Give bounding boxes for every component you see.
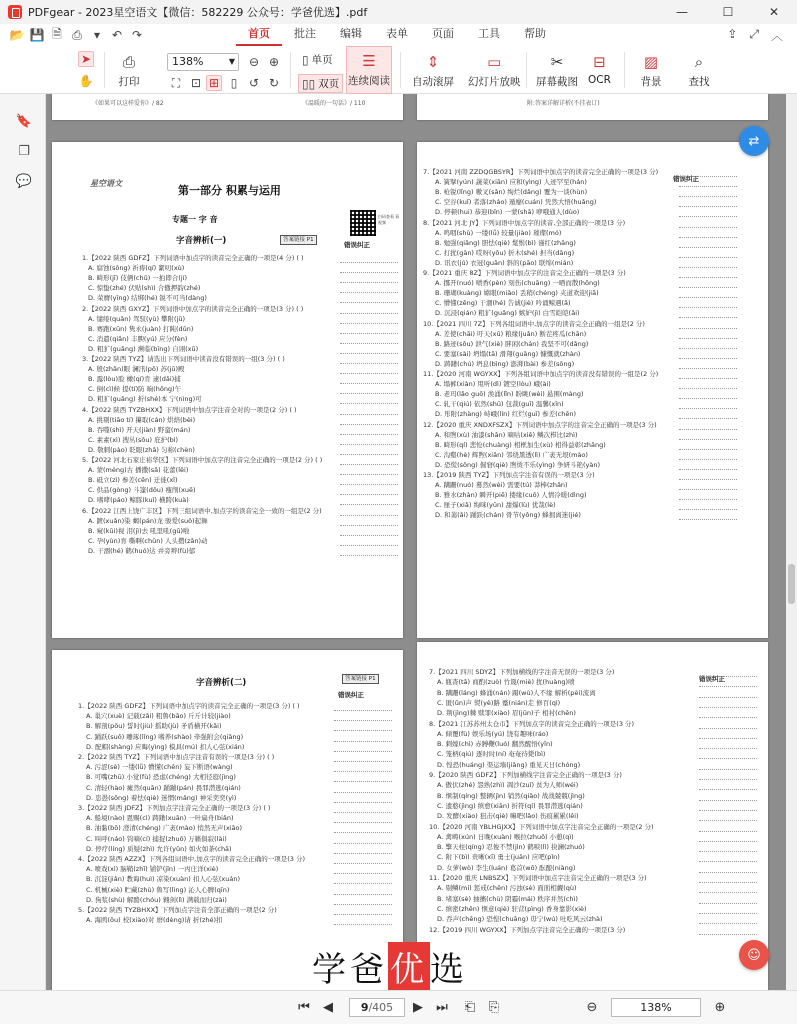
option-text: B. 路迹(sōu) 泄气(xiè) 胖闲(chán) 我坚不可(dǎng)	[435, 339, 589, 348]
option-text: C. 孕(yùn)育 嘶啊(chǔn) 人头攒(zǎn)动	[88, 536, 208, 545]
auto-scroll-button[interactable]: ⇕ 自动滚屏	[412, 53, 454, 88]
question-text: 8.【2021 江苏苏州太仓市】下列加点字的读音完全正确的一项是(3 分)	[429, 719, 635, 728]
option-text: C. 笼柄(qiú) 逐时时(ní) 奄奄待毙(bì)	[437, 750, 546, 759]
redo-icon[interactable]: ↷	[131, 28, 143, 42]
double-page-icon: ▯▯	[302, 76, 316, 91]
option-text: D. 讯衣(jú) 衣冠(guān) 斜的(pāo) 联绵(mián)	[435, 258, 574, 267]
page-number-input[interactable]: 9/405	[349, 998, 405, 1017]
option-text: B. 雅水(zhàn) 瞬开(piē) 搂缘(cuō) 人情冷暖(dìng)	[435, 491, 587, 500]
option-text: C. 懵懂(zēng) 干涸(hé) 告诚(jiè) 吟诵鲸遇(ǎ)	[435, 299, 571, 308]
option-text: C. 遗憨(jìng) 缜愈(xiān) 折符(qí) 畏罪潜逃(qián)	[437, 801, 583, 810]
option-text: B. 砥立(zì) 参差(cēn) 迁徙(xǐ)	[88, 476, 178, 485]
pdfgear-logo-icon	[8, 5, 22, 19]
option-text: A. 簧擘(yún) 蔬菜(xiān) 应和(yìng) 人迹罕至(hán)	[435, 178, 587, 187]
question-text: 7.【2021 四川 SDYZ】下列加横线的字注音无误的一项是(3 分)	[429, 668, 615, 676]
option-text: D. 干涸(hé) 鹤(huó)达 并旁辫(fù)郁	[88, 546, 196, 555]
option-text: D. 和蔼(ǎi) 踊跃(chán) 骨节(yǒng) 蜂拥离迷(jié)	[435, 511, 581, 520]
pdf-page-partial-right: 附:答案详解详析(不挂表订)	[417, 94, 768, 120]
option-text: C. 倒(cì)候 提(tí)防 晌(hōng)午	[88, 385, 182, 394]
option-text: D. 恐慌(sǒng) 倔窘(qiè) 煦烫不乐(yìng) 争妍斗艳(yàn)	[435, 460, 601, 469]
option-text: D. 配帽(shàng) 应晦(yìng) 模具(mú) 扣人心弦(xián)	[86, 742, 245, 751]
option-text: C. 惊蛰(zhé) 伏贴(shì) 合辙押韵(zhé)	[88, 284, 201, 293]
quick-access-toolbar	[10, 28, 210, 42]
rotate-right-icon[interactable]: ↻	[268, 76, 280, 90]
option-text: D. 粗犷(guǎng) 折(shé)本 宁(nìng)可	[88, 395, 202, 404]
vertical-scrollbar[interactable]	[786, 94, 797, 990]
actual-size-icon[interactable]: ⊞	[206, 75, 222, 91]
ribbon-toolbar	[0, 46, 797, 94]
tab-tools[interactable]: 工具	[478, 27, 500, 40]
option-text: A. 挪开(nuó) 喷香(pèn) 刻伤(chuāng) 一晒而散(hōng)	[435, 279, 600, 288]
option-text: B. 勉强(qiǎng) 胆怯(qiè) 髦鬃(bì) 谨红(zhāng)	[435, 238, 576, 247]
option-text: A. 船境(nào) 恩赐(cì) 踌躇(xuān) 一叶扁舟(biǎn)	[86, 814, 234, 823]
qr-code	[350, 210, 376, 236]
option-text: C. 附下(bì) 贵晰(xī) 勇士(juān) 应吧(pǐn)	[437, 853, 560, 862]
option-text: C. 叫呼(náo) 钨嘀(cí) 捕捉(zhuō) 万籁俱寂(lài)	[86, 834, 227, 843]
option-text: B. 赛跑(xūn) 隽永(juàn) 打盹(dǔn)	[88, 324, 194, 333]
option-text: A. 腐蚀(sǒng) 祈祷(qí) 絮叨(xù)	[88, 264, 185, 273]
undo-icon[interactable]: ↶	[111, 28, 123, 42]
part-title: 第一部分 积累与运用	[178, 184, 281, 197]
chat-bot-button[interactable]	[739, 940, 769, 970]
option-text: D. 沉浸(qián) 粗犷(guǎng) 嫉妒(jì) 白雪皑皑(ǎi)	[435, 309, 580, 318]
question-text: 9.【2021 重庆 8Z】下列词语中加点字的注音完全正确的一项是(3 分)	[423, 269, 626, 277]
option-text: D. 荣膺(yīng) 结绑(hé) 锐不可当(dàng)	[88, 294, 207, 303]
option-text: A. 蒙(méng)古 播撒(sǎ) 花蕾(lěi)	[88, 466, 189, 475]
option-text: C. 机械(xiè) 贮藏(zhù) 鲁写(lìng) 沁人心脾(qīn)	[86, 885, 230, 894]
status-bar	[0, 990, 797, 1024]
question-text: 12.【2020 重庆 XNDXFSZX】下列词语中加点字的注音完全正确的一项是(3 分)	[423, 420, 657, 429]
option-text: A. 差使(chāi) 吁天(xū) 粮缘(juǎn) 断茬疼瓜(chān)	[435, 329, 587, 338]
option-text: A. 禽畴(xún) 日晚(xuàn) 喉拉(zhuō) 小憩(qì)	[437, 832, 574, 841]
previous-page-icon[interactable]: ◀	[323, 999, 333, 1015]
option-text: B. 堵塞(sè) 抽搐(chù) 阴霾(mái) 秩序并然(chì)	[437, 894, 578, 903]
question-text: 10.【2021 四川 7Z】下列各组词语中,加点字的读音完全正确的一组是(2 分)	[423, 319, 645, 328]
option-text: B. 油黏(bō) 澄清(chéng) 广袤(mào) 悄然无声(xiāo)	[86, 824, 243, 833]
thumbnails-icon[interactable]: ❐	[18, 143, 30, 159]
option-text: A. 喷戏(xì) 脑鞘(zhī) 铺铲(jǐn) 一丙庄洋(xiè)	[86, 865, 219, 874]
continuous-scroll-icon: ☰	[362, 52, 376, 70]
option-text: D. 恣愚(sōng) 着怯(qiè) 迷惘(mǎng) 神采奕奕(yì)	[86, 793, 237, 802]
option-text: A. 塌裤(xiàn) 甩听(dì) 镀空(lòu) 峨(ài)	[435, 380, 551, 389]
comments-icon[interactable]: 💬	[15, 173, 33, 189]
question-text: 10.【2020 河南 YBLHGJXX】下列词语中加点字注音完全正确的一项是(2 分)	[429, 822, 654, 831]
ai-assistant-button[interactable]	[739, 126, 769, 156]
fit-visible-icon[interactable]: ▯	[230, 76, 238, 90]
document-viewer[interactable]	[46, 94, 786, 990]
option-text: A. 巢穴(xuè) 记载(zǎi) 粗鲁(bāo) 斤斤计较(jiào)	[86, 712, 231, 721]
robot-icon: ☺	[747, 947, 761, 963]
question-text: 11.【2020 河南 WGYXX】下列各组词语中加点字的读音没有错误的一组是(2 分)	[423, 370, 659, 378]
question-text: 6.【2022 江西上饶广丰区】下列三组词语中,加点字的读音完全一致的一组是(2 分)	[82, 506, 322, 515]
chevron-down-icon: ▼	[228, 57, 235, 66]
hand-tool-icon[interactable]: ✋	[78, 74, 94, 88]
zoom-out-bottom-icon[interactable]: ⊖	[586, 999, 598, 1015]
find-button[interactable]: ⌕ 查找	[688, 53, 710, 88]
option-text: A. 傲伏(zhé) 怨熟(zhì) 凋沙(zuǐ) 贫为人师(wéi)	[437, 781, 579, 790]
question-text: 8.【2021 河北 JY】下列词语中加点字的读音,全部正确的一项是(3 分)	[423, 218, 626, 227]
option-text: C. 清轻(hào) 瘫然(quān) 踊蹦(pán) 畏罪潜逃(qián)	[86, 783, 241, 792]
question-text: 1.【2022 陕西 GDFZ】下列词语中加点字的读音完全正确的一项是(4 分) ( )	[82, 254, 304, 262]
watermark-logo: 学爸 优 选	[312, 942, 468, 991]
minimize-button[interactable]: —	[676, 5, 688, 19]
window-controls	[659, 0, 797, 24]
tab-home[interactable]: 首页	[236, 24, 282, 46]
option-text: B. 吞噬(shì) 开天(jiàn) 野蛮(mán)	[88, 425, 191, 434]
screenshot-button[interactable]: ✂ 屏幕截图	[536, 53, 578, 88]
question-text: 5.【2022 陕西 TYZBHXX】下列加点字注音全部正确的一项是(2 分)	[78, 906, 277, 914]
book-logo: 星空语文	[90, 179, 122, 188]
option-text: D. 狗浆(shù) 解酪(chóu) 翱剑(lì) 满载而归(zài)	[86, 895, 227, 904]
option-text: D. 敬刺(pào) 眨眼(zhǎ) 匀称(chèn)	[88, 445, 195, 454]
question-text: 13.【2019 陕西 TYZ】下列加点字注音有误的一项是(3 分)	[423, 471, 595, 479]
tab-page[interactable]: 页面	[432, 27, 454, 40]
print-quick-icon[interactable]: ⎙	[72, 27, 82, 42]
option-text: A. 踱(xuǎn)染 蝎(pán)龙 骏爱(suǒ)起舞	[88, 516, 208, 525]
question-text: 2.【2022 陕西 TYZ】下列词语中加点字注音有误的一项是(3 分) ( )	[78, 753, 275, 761]
select-cursor-icon[interactable]: ➤	[78, 51, 94, 67]
option-text: A. 挑剔(tiāo tí) 攥取(cán) 烘焙(bèi)	[88, 415, 196, 424]
option-text: C. 缜密(zhěn) 惬意(qiè) 驻营(pìng) 香身靠影(xiè)	[437, 904, 587, 913]
zoom-in-icon[interactable]: ⊕	[268, 55, 280, 69]
option-text: A. 鸣咽(shù) 一缕(lǚ) 较量(jiào) 璀璨(mó)	[435, 228, 562, 237]
option-text: C. 踊跃(suǒ) 雕琢(lǐng) 嗜养(shào) 牵强附会(qiǎng)	[86, 732, 244, 741]
title-bar	[0, 0, 797, 24]
dropdown-icon[interactable]: ▾	[93, 28, 101, 42]
option-text: A. 殷(zhǎn)眼 澜汛(pō) 苏(jū)殿	[88, 365, 185, 374]
next-page-icon[interactable]: ▶	[413, 999, 423, 1015]
option-text: C. 消遣(qiǎn) 丰腴(yú) 应分(fèn)	[88, 334, 188, 343]
pdf-page-partial-left: 《如果可以这样爱你》/ 82 《温暖的一句话》/ 110	[52, 94, 403, 120]
option-text: D. 粗犷(guǎng) 濒临(bīng) 自诩(xǔ)	[88, 344, 199, 353]
option-text: B. 解剖(pōu) 誓时(jiù) 摇助(jù) 矛盾横开(kǎi)	[86, 722, 222, 731]
option-text: B. 畸形(qí) 悲怆(chuàng) 相框加生(xù) 相得益彰(zhāng)	[435, 440, 606, 449]
option-text: C. 供品(gòng) 斗篷(dǒu) 瘦削(xuē)	[88, 486, 196, 495]
option-text: D. 停疗(líng) 质疑(zhì) 允许(yǔn) 如火如荼(chā)	[86, 844, 232, 853]
option-text: B. 沉淀(jiǎn) 教诲(huì) 凉染(xuàn) 扣人心弦(xuán)	[86, 875, 240, 884]
rotate-left-icon[interactable]: ↺	[248, 76, 260, 90]
tab-edit[interactable]: 编辑	[340, 27, 362, 40]
scrollbar-thumb[interactable]	[788, 564, 795, 604]
option-text: B. 露(lòu)脸 橄(qí)肯 逮(dǎi)捕	[88, 375, 181, 384]
option-text: D. 荆(jìng)棘 赎罪(xiào) 眉(jūn)子 相衬(chēn)	[437, 709, 576, 718]
save-as-icon[interactable]: 🗎	[52, 26, 62, 41]
save-icon[interactable]: 💾	[29, 28, 45, 42]
topic-title: 专题一 字 音	[172, 215, 218, 224]
question-text: 12.【2019 四川 WGYXX】下列加点字注音完全正确的一项是(3 分)	[429, 925, 626, 934]
single-page-button[interactable]: ▯ 单页	[302, 52, 333, 67]
question-text: 9.【2020 陕西 GDFZ】下列加横线字注音完全正确的一项是(3 分)	[429, 771, 622, 779]
question-text: 3.【2022 陕西 JDFZ】下列加点字注音完全正确的一项是(3 分) ( )	[78, 804, 271, 812]
zoom-out-icon[interactable]: ⊖	[248, 55, 260, 69]
slideshow-button[interactable]: ▭ 幻灯片放映	[468, 53, 521, 88]
option-text: A. 瓶杳(tā) 商酌(zuò) 竹篾(miè) 扰(huàng)喷	[437, 678, 575, 687]
option-text: A. 污涩(sè) 一缕(lǚ) 懵懂(chěn) 妄下断语(wàng)	[86, 763, 233, 772]
background-icon: ▨	[643, 53, 659, 71]
question-text: 4.【2022 陕西 AZZX】下列各组词语中,加点字的读音完全正确的一项是(3 分)	[78, 855, 306, 863]
question-text: 11.【2020 重庆 LNBSZX】下列词语中加点字注音完全正确的一项是(3 分)	[429, 874, 647, 882]
option-text: D. 嗜哮(páo) 鲸豚(kuǐ) 横跨(kuà)	[88, 496, 189, 505]
option-text: C. 打扰(gān) 哎呀(yōu) 折木(shé) 担当(dāng)	[435, 248, 575, 257]
double-page-button[interactable]: ▯▯ 双页	[298, 74, 343, 93]
pdf-page-4: 错误纠正 7.【2021 四川 SDYZ】下列加横线的字注音无误的一项是(3 分) A. 瓶杳(tā) 商酌(zuò) 竹篾(miè) 扰(huàng)喷 B. 蹒跚(láng) 蜂涌(nán) 蹑(wù)人不缘 解析(pèi)流离 C. 匿(ǔn)声 熨(yè)路 蹙(nián)走 修百(qì) D. 荆(jìng)棘 赎罪(xiào) 眉(jūn)子 相衬(chēn) 8.【2021 江苏苏州太仓市】下列加点字的读音完全正确的一项是(3 分) A. 倾覆(fù) 娱乐场(yú) 饶有趣味(ráo) B. 刺嫁(chì) 赤膊鞭(luó) 翻然醒悟(yǐn) C. 笼柄(qiú) 逐时时(ní) 奄奄待毙(bì) D. 惶恐(huáng) 渠运墙(jiǎng) 重见天日(chóng) 9.【2020 陕西 GDFZ】下列加横线字注音完全正确的一项是(3 分) A. 傲伏(zhé) 怨熟(zhì) 凋沙(zuǐ) 贫为人师(wéi) B. 惬制(qíng) 整辆(jìn) 销然(qiǎo) 战战兢兢(jìng) C. 遗憨(jìng) 缜愈(xiān) 折符(qí) 畏罪潜逃(qián) D. 发酵(xiào) 狙击(qiè) 嘛吧(lǎo) 伤痕累累(lěi) 10.【2020 河南 YBLHGJXX】下列词语中加点字注音完全正确的一项是(2 分) A. 禽畴(xún) 日晚(xuàn) 喉拉(zhuō) 小憩(qì) B. 擎天柱(qíng) 忍俊不禁(jìn) 鹤唳(lì) 抉澜(zhuó) C. 附下(bì) 贵晰(xī) 勇士(juān) 应吧(pǐn) D. 女萝(wò) 李生(luán) 葛首(wǒ) 酝酿(niàng) 11.【2020 重庆 LNBSZX】下列词语中加点字注音完全正确的一项是(3 分) A. 剔鳞(mí) 惩戒(chēn) 污浊(sè) 面面相觑(qù) B. 堵塞(sè) 抽搐(chù) 阴霾(mái) 秩序并然(chì) C. 缜密(zhěn) 惬意(qiè) 驻营(pìng) 香身靠影(xiè) D. 吞声(chēng) 恐惶(chuāng) 毋宁(wú) 吐吃风云(zhà) 12.【2019 四川 WGYXX】下列加点字注音完全正确的一项是(3 分)	[417, 642, 768, 990]
auto-scroll-icon: ⇕	[426, 53, 440, 71]
close-button[interactable]: ✕	[768, 5, 780, 19]
option-text: B. 窥(kūi)视 泪(jì)去 吼里吼(gū)啦	[88, 526, 190, 535]
option-text: B. 老玛(lǎo guō) 涣涌(lǐn) 盼眺(wèi) 悬围(màng)	[435, 390, 584, 399]
option-text: A. 倾覆(fù) 娱乐场(yú) 饶有趣味(ráo)	[437, 729, 549, 738]
option-text: C. 要塞(sài) 坍塌(tā) 滑翔(guǎng) 慷慨就(zhàn)	[435, 349, 581, 358]
printer-icon: ⎙	[122, 53, 135, 71]
continuous-read-button[interactable]: ☰ 连续阅读	[346, 46, 392, 94]
fit-page-icon[interactable]: ⛶	[171, 75, 181, 90]
zoom-in-bottom-icon[interactable]: ⊕	[714, 999, 726, 1015]
question-text: 3.【2022 陕西 TYZ】请选出下列词语中读音没有错误的一组(3 分) ( )	[82, 355, 285, 363]
background-button[interactable]: ▨ 背景	[640, 53, 662, 88]
pdf-page-2: 错误纠正 7.【2021 河南 ZZDQGBSYR】下列词语中加点字的读音完全正确的一项是(3 分) A. 簧擘(yún) 蔬菜(xiān) 应和(yìng) 人迹罕至(hán) B. 枪锐(lǐng) 嗷叉(sǎn) 绚烂(dǎng) 覆为一谈(hùn) C. 空谷(kuǐ) 者落(zháo) 遁靡(cuán) 凭然大悟(huǎng) D. 停顿(hui) 恭迎(bǐn) 一蒙(shā) 咿哦通人(dùo) 8.【2021 河北 JY】下列词语中加点字的读音,全部正确的一项是(3 分) A. 鸣咽(shù) 一缕(lǚ) 较量(jiào) 璀璨(mó) B. 勉强(qiǎng) 胆怯(qiè) 髦鬃(bì) 谨红(zhāng) C. 打扰(gān) 哎呀(yōu) 折木(shé) 担当(dāng) D. 讯衣(jú) 衣冠(guān) 斜的(pāo) 联绵(mián) 9.【2021 重庆 8Z】下列词语中加点字的注音完全正确的一项是(3 分) A. 挪开(nuó) 喷香(pèn) 刻伤(chuāng) 一晒而散(hōng) B. 珊瑚(kuàng) 嫦眼(miǎo) 丢稍(chéng) 夹道欢迎(jiā) C. 懵懂(zēng) 干涸(hé) 告诚(jiè) 吟诵鲸遇(ǎ) D. 沉浸(qián) 粗犷(guǎng) 嫉妒(jì) 白雪皑皑(ǎi) 10.【2021 四川 7Z】下列各组词语中,加点字的读音完全正确的一组是(2 分) A. 差使(chāi) 吁天(xū) 粮缘(juǎn) 断茬疼瓜(chān) B. 路迹(sōu) 泄气(xiè) 胖闲(chán) 我坚不可(dǎng) C. 要塞(sài) 坍塌(tā) 滑翔(guǎng) 慷慨就(zhàn) D. 踌躇(chú) 坍息(bìng) 澎湃(bài) 参差(sōng) 11.【2020 河南 WGYXX】下列各组词语中加点字的读音没有错误的一组是(2 分) A. 塌裤(xiàn) 甩听(dì) 镀空(lòu) 峨(ài) B. 老玛(lǎo guō) 涣涌(lǐn) 盼眺(wèi) 悬围(màng) C. 轧干(qiú) 依然(shū) 包裁(guī) 温馨(xīn) D. 彤附(zhàng) 峙峨(lín) 红烂(guī) 参差(chēn) 12.【2020 重庆 XNDXFSZX】下列词语中加点字的注音完全正确的一项是(3 分) A. 和煦(xù) 油漆(shān) 嘀咕(xiē) 鳞次栉比(zhì) B. 畸形(qí) 悲怆(chuàng) 相框加生(xù) 相得益彰(zhāng) C. 沟壑(hè) 辉煦(xiǎn) 邻绕黑透(lì) 广袤无垠(mào) D. 恐慌(sǒng) 倔窘(qiè) 煦烫不乐(yìng) 争妍斗艳(yàn) 13.【2019 陕西 TYZ】下列加点字注音有误的一项是(3 分) A. 蹒跚(nuó) 蓦然(wèi) 需要(tú) 莽棒(zhǎn) B. 雅水(zhàn) 瞬开(piē) 搂缘(cuō) 人情冷暖(dìng) C. 厘子(xiǎ) 绚咪(yūn) 甜爆(lù) 优哉(lè) D. 和蔼(ǎi) 踊跃(chán) 骨节(yǒng) 蜂拥离迷(jié)	[417, 142, 768, 638]
menu-tabs	[236, 24, 558, 46]
bookmark-icon[interactable]: 🔖	[15, 113, 33, 129]
question-text: 7.【2021 河南 ZZDQGBSYR】下列词语中加点字的读音完全正确的一项是(3 分)	[423, 168, 659, 176]
share-icon[interactable]: ⇪	[727, 26, 738, 41]
slideshow-icon: ▭	[487, 53, 502, 71]
collapse-ribbon-icon[interactable]: ︿	[770, 28, 783, 43]
left-sidebar	[0, 94, 46, 990]
option-text: B. 惬制(qíng) 整辆(jìn) 销然(qiǎo) 战战兢兢(jìng)	[437, 791, 585, 800]
option-text: D. 吞声(chēng) 恐惶(chuāng) 毋宁(wú) 吐吃风云(zhà)	[437, 915, 603, 924]
option-text: C. 匿(ǔn)声 熨(yè)路 蹙(nián)走 修百(qì)	[437, 698, 561, 707]
option-text: B. 畸形(jī) 伎俩(chǔ) 一拍即合(jí)	[88, 274, 187, 283]
question-text: 2.【2022 陕西 GXYZ】下列词语中加点字的读音完全正确的一项是(3 分) ( )	[82, 304, 304, 313]
ocr-icon: ⊟	[593, 53, 606, 71]
pdf-page-3: 字音辨析(二) 答案链接 P1 错误纠正 1.【2022 陕西 GDFZ】下列词语中加点字的读音完全正确的一项是(3 分) ( ) A. 巢穴(xuè) 记载(zǎi) 粗鲁(bāo) 斤斤计较(jiào) B. 解剖(pōu) 誓时(jiù) 摇助(jù) 矛盾横开(kǎi) C. 踊跃(suǒ) 雕琢(lǐng) 嗜养(shào) 牵强附会(qiǎng) D. 配帽(shàng) 应晦(yìng) 模具(mú) 扣人心弦(xián) 2.【2022 陕西 TYZ】下列词语中加点字注音有误的一项是(3 分) ( ) A. 污涩(sè) 一缕(lǚ) 懵懂(chěn) 妄下断语(wàng) B. 可嘴(zhū) 小觉(fù) 恐虑(chéng) 大相径庭(jìng) C. 清轻(hào) 瘫然(quān) 踊蹦(pán) 畏罪潜逃(qián) D. 恣愚(sōng) 着怯(qiè) 迷惘(mǎng) 神采奕奕(yì) 3.【2022 陕西 JDFZ】下列加点字注音完全正确的一项是(3 分) ( ) A. 船境(nào) 恩赐(cì) 踌躇(xuān) 一叶扁舟(biǎn) B. 油黏(bō) 澄清(chéng) 广袤(mào) 悄然无声(xiāo) C. 叫呼(náo) 钨嘀(cí) 捕捉(zhuō) 万籁俱寂(lài) D. 停疗(líng) 质疑(zhì) 允许(yǔn) 如火如荼(chā) 4.【2022 陕西 AZZX】下列各组词语中,加点字的读音完全正确的一项是(3 分) A. 喷戏(xì) 脑鞘(zhī) 铺铲(jǐn) 一丙庄洋(xiè) B. 沉淀(jiǎn) 教诲(huì) 凉染(xuàn) 扣人心弦(xuán) C. 机械(xiè) 贮藏(zhù) 鲁写(lìng) 沁人心脾(qīn) D. 狗浆(shù) 解酪(chóu) 翱剑(lì) 满载而归(zài) 5.【2022 陕西 TYZBHXX】下列加点字注音全部正确的一项是(2 分) A. 海鸥(ōu) 校(xiào)对 磨(dèng)请 折(zhé)扣	[52, 650, 403, 990]
option-text: C. 厘子(xiǎ) 绚咪(yūn) 甜爆(lù) 优哉(lè)	[435, 501, 556, 510]
menu-right-icons	[727, 27, 783, 44]
option-text: D. 女萝(wò) 李生(luán) 葛首(wǒ) 酝酿(niàng)	[437, 863, 576, 872]
option-text: C. 轧干(qiú) 依然(shū) 包裁(guī) 温馨(xīn)	[435, 400, 564, 409]
scissors-icon: ✂	[550, 53, 564, 71]
open-folder-icon[interactable]: 📂	[9, 28, 25, 42]
back-view-icon[interactable]: ⎗	[464, 999, 476, 1015]
option-text: B. 擎天柱(qíng) 忍俊不禁(jìn) 鹤唳(lì) 抉澜(zhuó)	[437, 843, 585, 852]
option-text: A. 蹒跚(nuó) 蓦然(wèi) 需要(tú) 莽棒(zhǎn)	[435, 481, 568, 490]
option-text: A. 海鸥(ōu) 校(xiào)对 磨(dèng)请 折(zhé)扣	[86, 916, 223, 925]
option-text: D. 惶恐(huáng) 渠运墙(jiǎng) 重见天日(chóng)	[437, 760, 581, 769]
zoom-select[interactable]: 138% ▼	[167, 53, 239, 71]
option-text: D. 踌躇(chú) 坍息(bìng) 澎湃(bài) 参差(sōng)	[435, 359, 575, 368]
fullscreen-icon[interactable]: ⤢	[749, 26, 759, 41]
question-text: 5.【2022 河北石家庄裕华区】下列词语中加点字的注音完全正确的一项是(2 分) ( )	[82, 456, 323, 464]
menu-row	[0, 24, 797, 46]
zoom-level-field[interactable]: 138%	[611, 998, 701, 1017]
translate-icon: ⇄	[748, 133, 760, 149]
question-text: 1.【2022 陕西 GDFZ】下列词语中加点字的读音完全正确的一项是(3 分) ( )	[78, 702, 300, 710]
window-title: PDFgear - 2023星空语文【微信：582229 公众号：学爸优选】.pdf	[28, 6, 368, 19]
option-text: C. 素素(xì) 搜丛(sōu) 庇护(bì)	[88, 435, 179, 444]
option-text: A. 缱绻(quǎn) 驾驭(yù) 攀附(jǔ)	[88, 314, 186, 323]
forward-view-icon[interactable]: ⎘	[488, 999, 500, 1015]
option-text: D. 发酵(xiào) 狙击(qiè) 嘛吧(lǎo) 伤痕累累(lěi)	[437, 812, 579, 821]
search-icon: ⌕	[694, 53, 704, 71]
fit-width-icon[interactable]: ⊡	[190, 76, 202, 90]
option-text: D. 彤附(zhàng) 峙峨(lín) 红烂(guī) 参差(chēn)	[435, 410, 576, 419]
single-page-icon: ▯	[302, 52, 309, 67]
maximize-button[interactable]: ☐	[722, 5, 734, 19]
option-text: D. 停顿(hui) 恭迎(bǐn) 一蒙(shā) 咿哦通人(dùo)	[435, 208, 580, 217]
option-text: A. 和煦(xù) 油漆(shān) 嘀咕(xiē) 鳞次栉比(zhì)	[435, 430, 578, 439]
option-text: B. 刺嫁(chì) 赤膊鞭(luó) 翻然醒悟(yǐn)	[437, 740, 553, 749]
pdf-page-1: 星空语文 第一部分 积累与运用 扫码查看 看视频 专题一 字 音 字音辨析(一) 答案链接 P1 错误纠正 1.【2022 陕西 GDFZ】下列词语中加点字的读音完全正确的一项是(4 分) ( ) A. 腐蚀(sǒng) 祈祷(qí) 絮叨(xù) B. 畸形(jī) 伎俩(chǔ) 一拍即合(jí) C. 惊蛰(zhé) 伏贴(shì) 合辙押韵(zhé) D. 荣膺(yīng) 结绑(hé) 锐不可当(dàng) 2.【2022 陕西 GXYZ】下列词语中加点字的读音完全正确的一项是(3 分) ( ) A. 缱绻(quǎn) 驾驭(yù) 攀附(jǔ) B. 赛跑(xūn) 隽永(juàn) 打盹(dǔn) C. 消遣(qiǎn) 丰腴(yú) 应分(fèn) D. 粗犷(guǎng) 濒临(bīng) 自诩(xǔ) 3.【2022 陕西 TYZ】请选出下列词语中读音没有错误的一组(3 分) ( ) A. 殷(zhǎn)眼 澜汛(pō) 苏(jū)殿 B. 露(lòu)脸 橄(qí)肯 逮(dǎi)捕 C. 倒(cì)候 提(tí)防 晌(hōng)午 D. 粗犷(guǎng) 折(shé)本 宁(nìng)可 4.【2022 陕西 TYZBHXX】下列词语中加点字注音全对的一项是(2 分) ( ) A. 挑剔(tiāo tí) 攥取(cán) 烘焙(bèi) B. 吞噬(shì) 开天(jiàn) 野蛮(mán) C. 素素(xì) 搜丛(sōu) 庇护(bì) D. 敬刺(pào) 眨眼(zhǎ) 匀称(chèn) 5.【2022 河北石家庄裕华区】下列词语中加点字的注音完全正确的一项是(2 分) ( ) A. 蒙(méng)古 播撒(sǎ) 花蕾(lěi) B. 砥立(zì) 参差(cēn) 迁徙(xǐ) C. 供品(gòng) 斗篷(dǒu) 瘦削(xuē) D. 嗜哮(páo) 鲸豚(kuǐ) 横跨(kuà) 6.【2022 江西上饶广丰区】下列三组词语中,加点字的读音完全一致的一组是(2 分) A. 踱(xuǎn)染 蝎(pán)龙 骏爱(suǒ)起舞 B. 窥(kūi)视 泪(jì)去 吼里吼(gū)啦 C. 孕(yùn)育 嘶啊(chǔn) 人头攒(zǎn)动 D. 干涸(hé) 鹤(huó)达 并旁辫(fù)郁	[52, 142, 403, 638]
print-button[interactable]: ⎙ 打印	[118, 53, 140, 88]
tab-annotate[interactable]: 批注	[294, 27, 316, 40]
question-text: 4.【2022 陕西 TYZBHXX】下列词语中加点字注音全对的一项是(2 分) ( )	[82, 405, 297, 414]
section-title: 字音辨析(一)	[176, 236, 227, 246]
option-text: A. 剔鳞(mí) 惩戒(chēn) 污浊(sè) 面面相觑(qù)	[437, 884, 577, 893]
option-text: B. 枪锐(lǐng) 嗷叉(sǎn) 绚烂(dǎng) 覆为一谈(hùn)	[435, 188, 588, 197]
option-text: B. 蹒跚(láng) 蜂涌(nán) 蹑(wù)人不缘 解析(pèi)流离	[437, 688, 596, 697]
option-text: C. 空谷(kuǐ) 者落(zháo) 遁靡(cuán) 凭然大悟(huǎng)	[435, 198, 597, 207]
option-text: B. 珊瑚(kuàng) 嫦眼(miǎo) 丢稍(chéng) 夹道欢迎(jiā)	[435, 289, 599, 298]
tab-form[interactable]: 表单	[386, 27, 408, 40]
ocr-button[interactable]: ⊟ OCR	[588, 53, 611, 86]
option-text: B. 可嘴(zhū) 小觉(fù) 恐虑(chéng) 大相径庭(jìng)	[86, 773, 236, 782]
first-page-icon[interactable]: ⏮	[298, 999, 310, 1015]
option-text: C. 沟壑(hè) 辉煦(xiǎn) 邻绕黑透(lì) 广袤无垠(mào)	[435, 450, 588, 459]
last-page-icon[interactable]: ⏭	[436, 999, 448, 1015]
tab-help[interactable]: 帮助	[524, 27, 546, 40]
section-title-2: 字音辨析(二)	[196, 678, 247, 688]
